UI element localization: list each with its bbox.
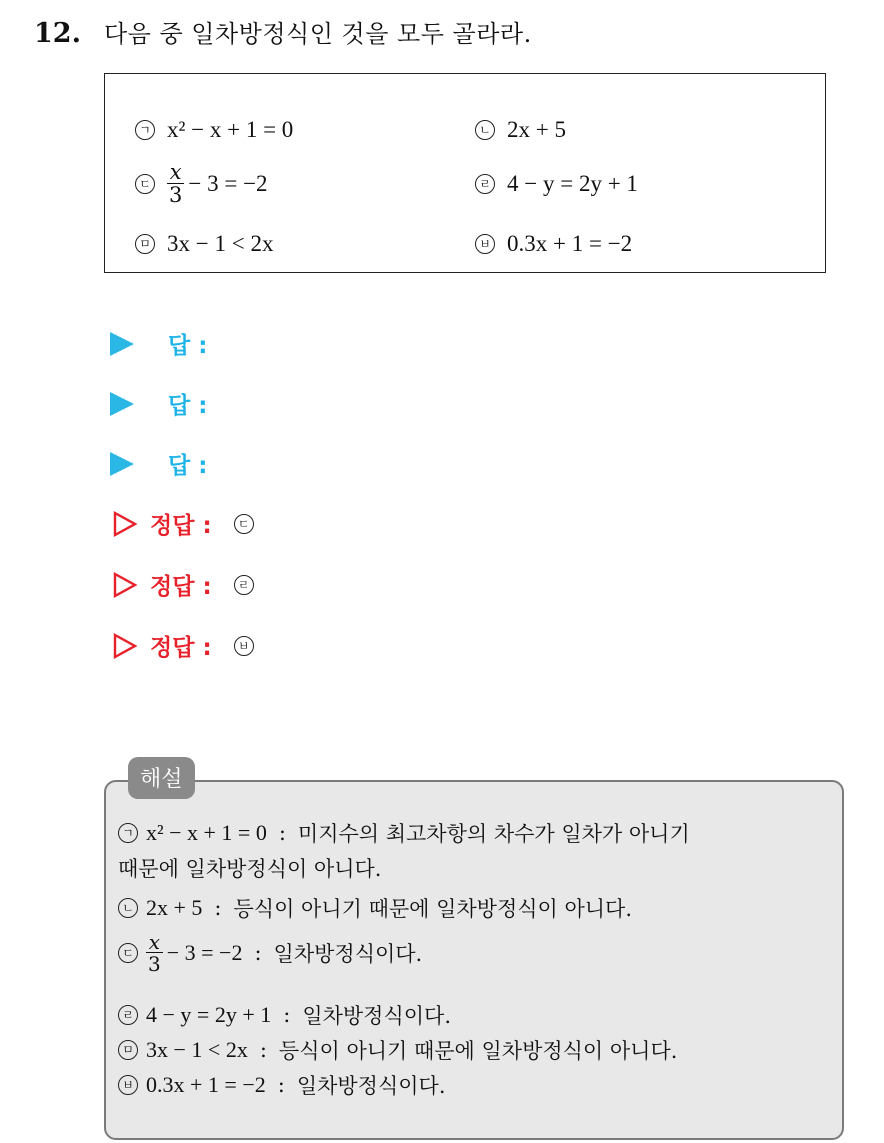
explanation-row: [118, 1000, 451, 1030]
correct-marker: ㅂ: [234, 636, 254, 656]
explanation-marker: ㅁ: [118, 1040, 138, 1060]
answer-label: 답 :: [168, 393, 208, 419]
explanation-marker: ㄴ: [118, 898, 138, 918]
explanation-row: [118, 1070, 446, 1100]
correct-marker: ㄹ: [234, 575, 254, 595]
option-marker: ㄴ: [475, 120, 495, 140]
option-marker: ㄱ: [135, 120, 155, 140]
correct-label: 정답 :: [150, 574, 212, 600]
explanation-row: [118, 853, 381, 883]
question-header: [34, 14, 532, 49]
outline-triangle-icon: [112, 571, 138, 599]
explanation-expression: 2x + 5: [146, 895, 203, 920]
explanation-expression: 3x − 1 < 2x: [146, 1037, 248, 1062]
option-2: [475, 108, 566, 152]
fraction-denominator: 3: [169, 183, 183, 207]
correct-marker: ㄷ: [234, 514, 254, 534]
answer-line-1: [110, 327, 207, 360]
explanation-marker: ㄹ: [118, 1005, 138, 1025]
option-4: [475, 162, 638, 206]
explanation-text: 등식이 아니기 때문에 일차방정식이 아니다.: [278, 1039, 678, 1063]
explanation-text: 일차방정식이다.: [296, 1074, 446, 1098]
outline-triangle-icon: [112, 510, 138, 538]
options-box: [104, 73, 826, 273]
fraction-numerator: x: [148, 930, 160, 954]
play-triangle-icon: [110, 332, 134, 356]
fraction-numerator: x: [169, 160, 182, 184]
explanation-colon: :: [277, 1073, 285, 1097]
answer-label: 답 :: [168, 333, 208, 359]
explanation-expression: − 3 = −2: [166, 940, 243, 965]
explanation-row: [118, 818, 690, 848]
explanation-marker: ㄱ: [118, 823, 138, 843]
correct-label: 정답 :: [150, 513, 212, 539]
explanation-row: [118, 893, 632, 923]
option-3: [135, 162, 268, 206]
option-1: [135, 108, 293, 152]
explanation-text: 일차방정식이다.: [273, 942, 423, 966]
option-expression: 2x + 5: [507, 117, 566, 142]
explanation-colon: :: [214, 896, 222, 920]
question-text: 다음 중 일차방정식인 것을 모두 골라라.: [104, 20, 532, 48]
explanation-row: [118, 932, 422, 974]
explanation-expression: x² − x + 1 = 0: [146, 820, 267, 845]
explanation-row: [118, 1035, 677, 1065]
option-expression: 3x − 1 < 2x: [167, 231, 274, 256]
answer-line-2: [110, 387, 207, 420]
fraction: [167, 162, 184, 206]
explanation-marker: ㅂ: [118, 1075, 138, 1095]
option-5: [135, 222, 273, 266]
explanation-tab: 해설: [128, 757, 195, 799]
correct-answer-3: [112, 629, 254, 662]
explanation-text: 일차방정식이다.: [302, 1004, 451, 1028]
explanation-text: 미지수의 최고차항의 차수가 일차가 아니기: [297, 822, 690, 846]
answer-line-3: [110, 447, 207, 480]
explanation-colon: :: [283, 1003, 291, 1027]
explanation-colon: :: [278, 821, 286, 845]
option-marker: ㄹ: [475, 174, 495, 194]
explanation-colon: :: [259, 1038, 267, 1062]
option-expression: 0.3x + 1 = −2: [507, 231, 633, 256]
explanation-marker: ㄷ: [118, 943, 138, 963]
fraction-denominator: 3: [148, 952, 161, 976]
option-marker: ㅁ: [135, 234, 155, 254]
option-expression: − 3 = −2: [188, 171, 268, 196]
option-marker: ㄷ: [135, 174, 155, 194]
explanation-expression: 0.3x + 1 = −2: [146, 1072, 266, 1097]
option-marker: ㅂ: [475, 234, 495, 254]
play-triangle-icon: [110, 452, 134, 476]
explanation-expression: 4 − y = 2y + 1: [146, 1002, 272, 1027]
explanation-text: 때문에 일차방정식이 아니다.: [118, 857, 382, 881]
correct-answer-2: [112, 568, 254, 601]
option-expression: x² − x + 1 = 0: [167, 117, 294, 142]
explanation-colon: :: [254, 941, 262, 965]
outline-triangle-icon: [112, 632, 138, 660]
explanation-text: 등식이 아니기 때문에 일차방정식이 아니다.: [233, 897, 633, 921]
answer-label: 답 :: [168, 453, 208, 479]
correct-answer-1: [112, 507, 254, 540]
option-6: [475, 222, 632, 266]
option-expression: 4 − y = 2y + 1: [507, 171, 638, 196]
fraction: [146, 932, 163, 974]
question-number: 12.: [34, 18, 81, 49]
play-triangle-icon: [110, 392, 134, 416]
correct-label: 정답 :: [150, 635, 212, 661]
